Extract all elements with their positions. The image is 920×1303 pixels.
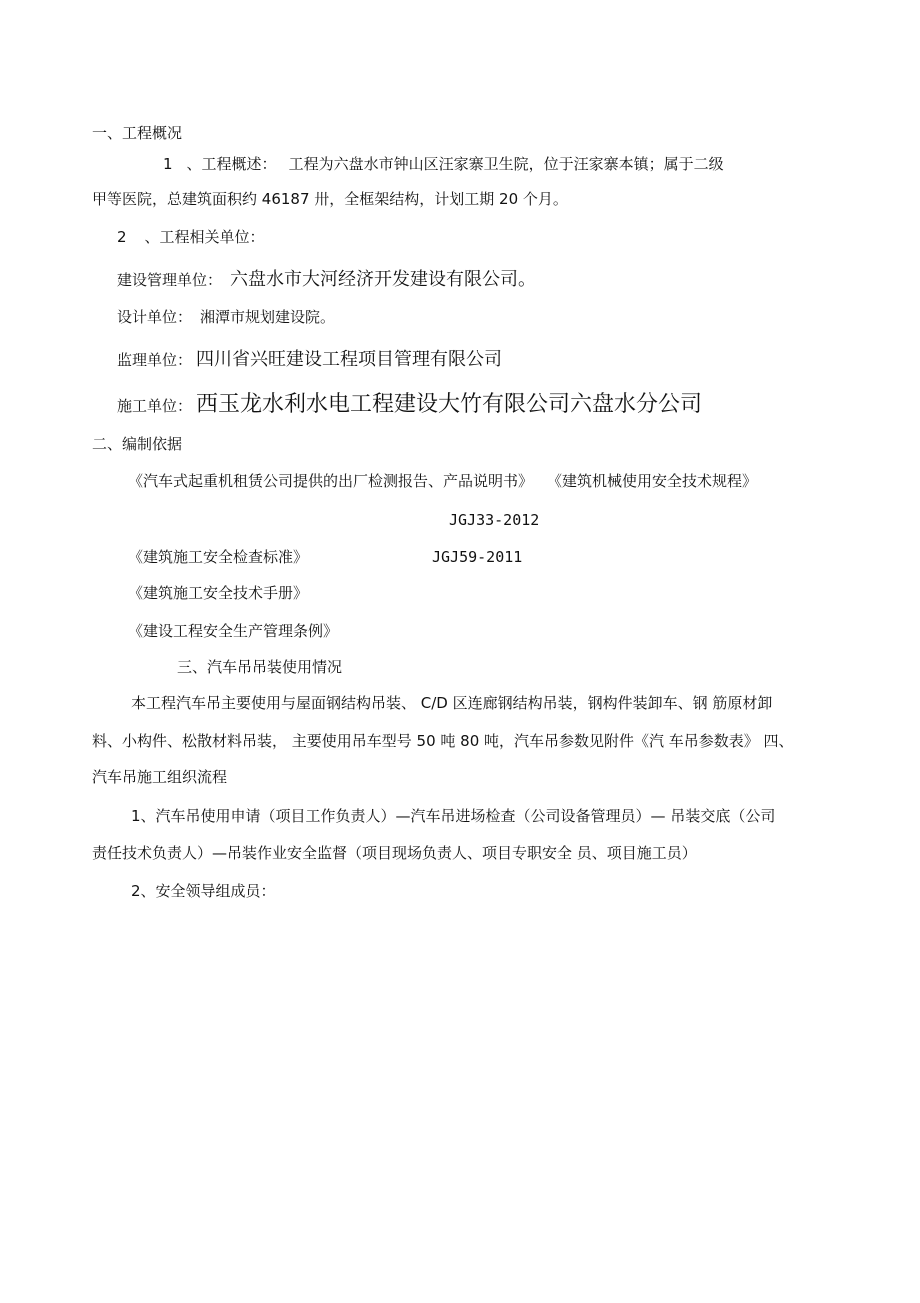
construction-unit-row [117, 391, 702, 419]
reference-1: 《汽车式起重机租赁公司提供的出厂检测报告、产品说明书》 [128, 472, 534, 490]
reference-3-code: JGJ59-2011 [432, 548, 523, 566]
usage-paragraph-line2: 料、小构件、松散材料吊装， 主要使用吊车型号 50 吨 80 吨，汽车吊参数见附件《汽 车吊参数表》 四、 [92, 732, 794, 750]
owner-unit-label: 建设管理单位： [117, 271, 223, 289]
usage-paragraph-line3: 汽车吊施工组织流程 [92, 768, 228, 786]
related-units-label: 、工程相关单位： [144, 228, 265, 246]
overview-line1 [163, 154, 724, 174]
construction-unit-label: 施工单位： [117, 397, 193, 415]
usage-paragraph-line1: 本工程汽车吊主要使用与屋面钢结构吊装、 C/D 区连廊钢结构吊装，钢构件装卸车、钢 筋原材卸 [131, 694, 773, 712]
construction-unit-value: 西玉龙水利水电工程建设大竹有限公司六盘水分公司 [196, 392, 703, 417]
reference-4: 《建筑施工安全技术手册》 [128, 584, 309, 602]
related-units-line [117, 227, 265, 247]
overview-number: 1 [163, 155, 173, 173]
related-units-number: 2 [117, 228, 127, 246]
supervision-unit-value: 四川省兴旺建设工程项目管理有限公司 [196, 349, 503, 370]
supervision-unit-row [117, 348, 502, 372]
reference-3: 《建筑施工安全检查标准》 [128, 548, 309, 566]
design-unit-row [117, 307, 335, 327]
overview-label: 、工程概述： [186, 155, 277, 173]
section3-heading: 三、汽车吊吊装使用情况 [177, 658, 343, 676]
reference-2-code: JGJ33-2012 [449, 511, 540, 529]
design-unit-value: 湘潭市规划建设院。 [200, 308, 336, 326]
safety-team-heading: 2、安全领导组成员： [131, 882, 276, 900]
section2-heading: 二、编制依据 [92, 435, 183, 453]
flow-line1: 1、汽车吊使用申请（项目工作负责人）—汽车吊进场检查（公司设备管理员）— 吊装交底（公司 [131, 807, 776, 825]
overview-text-a: 工程为六盘水市钟山区汪家寨卫生院，位于汪家寨本镇；属于二级 [288, 155, 724, 173]
owner-unit-row [117, 268, 536, 292]
section1-heading: 一、工程概况 [92, 124, 183, 142]
reference-5: 《建设工程安全生产管理条例》 [128, 622, 339, 640]
owner-unit-value: 六盘水市大河经济开发建设有限公司。 [230, 269, 537, 290]
supervision-unit-label: 监理单位： [117, 351, 193, 369]
design-unit-label: 设计单位： [117, 308, 193, 326]
flow-line2: 责任技术负责人）—吊装作业安全监督（项目现场负责人、项目专职安全 员、项目施工员） [92, 844, 697, 862]
reference-2: 《建筑机械使用安全技术规程》 [547, 472, 758, 490]
overview-text-b: 甲等医院，总建筑面积约 46187 卅，全框架结构，计划工期 20 个月。 [92, 190, 568, 208]
reference-line1 [128, 471, 757, 491]
